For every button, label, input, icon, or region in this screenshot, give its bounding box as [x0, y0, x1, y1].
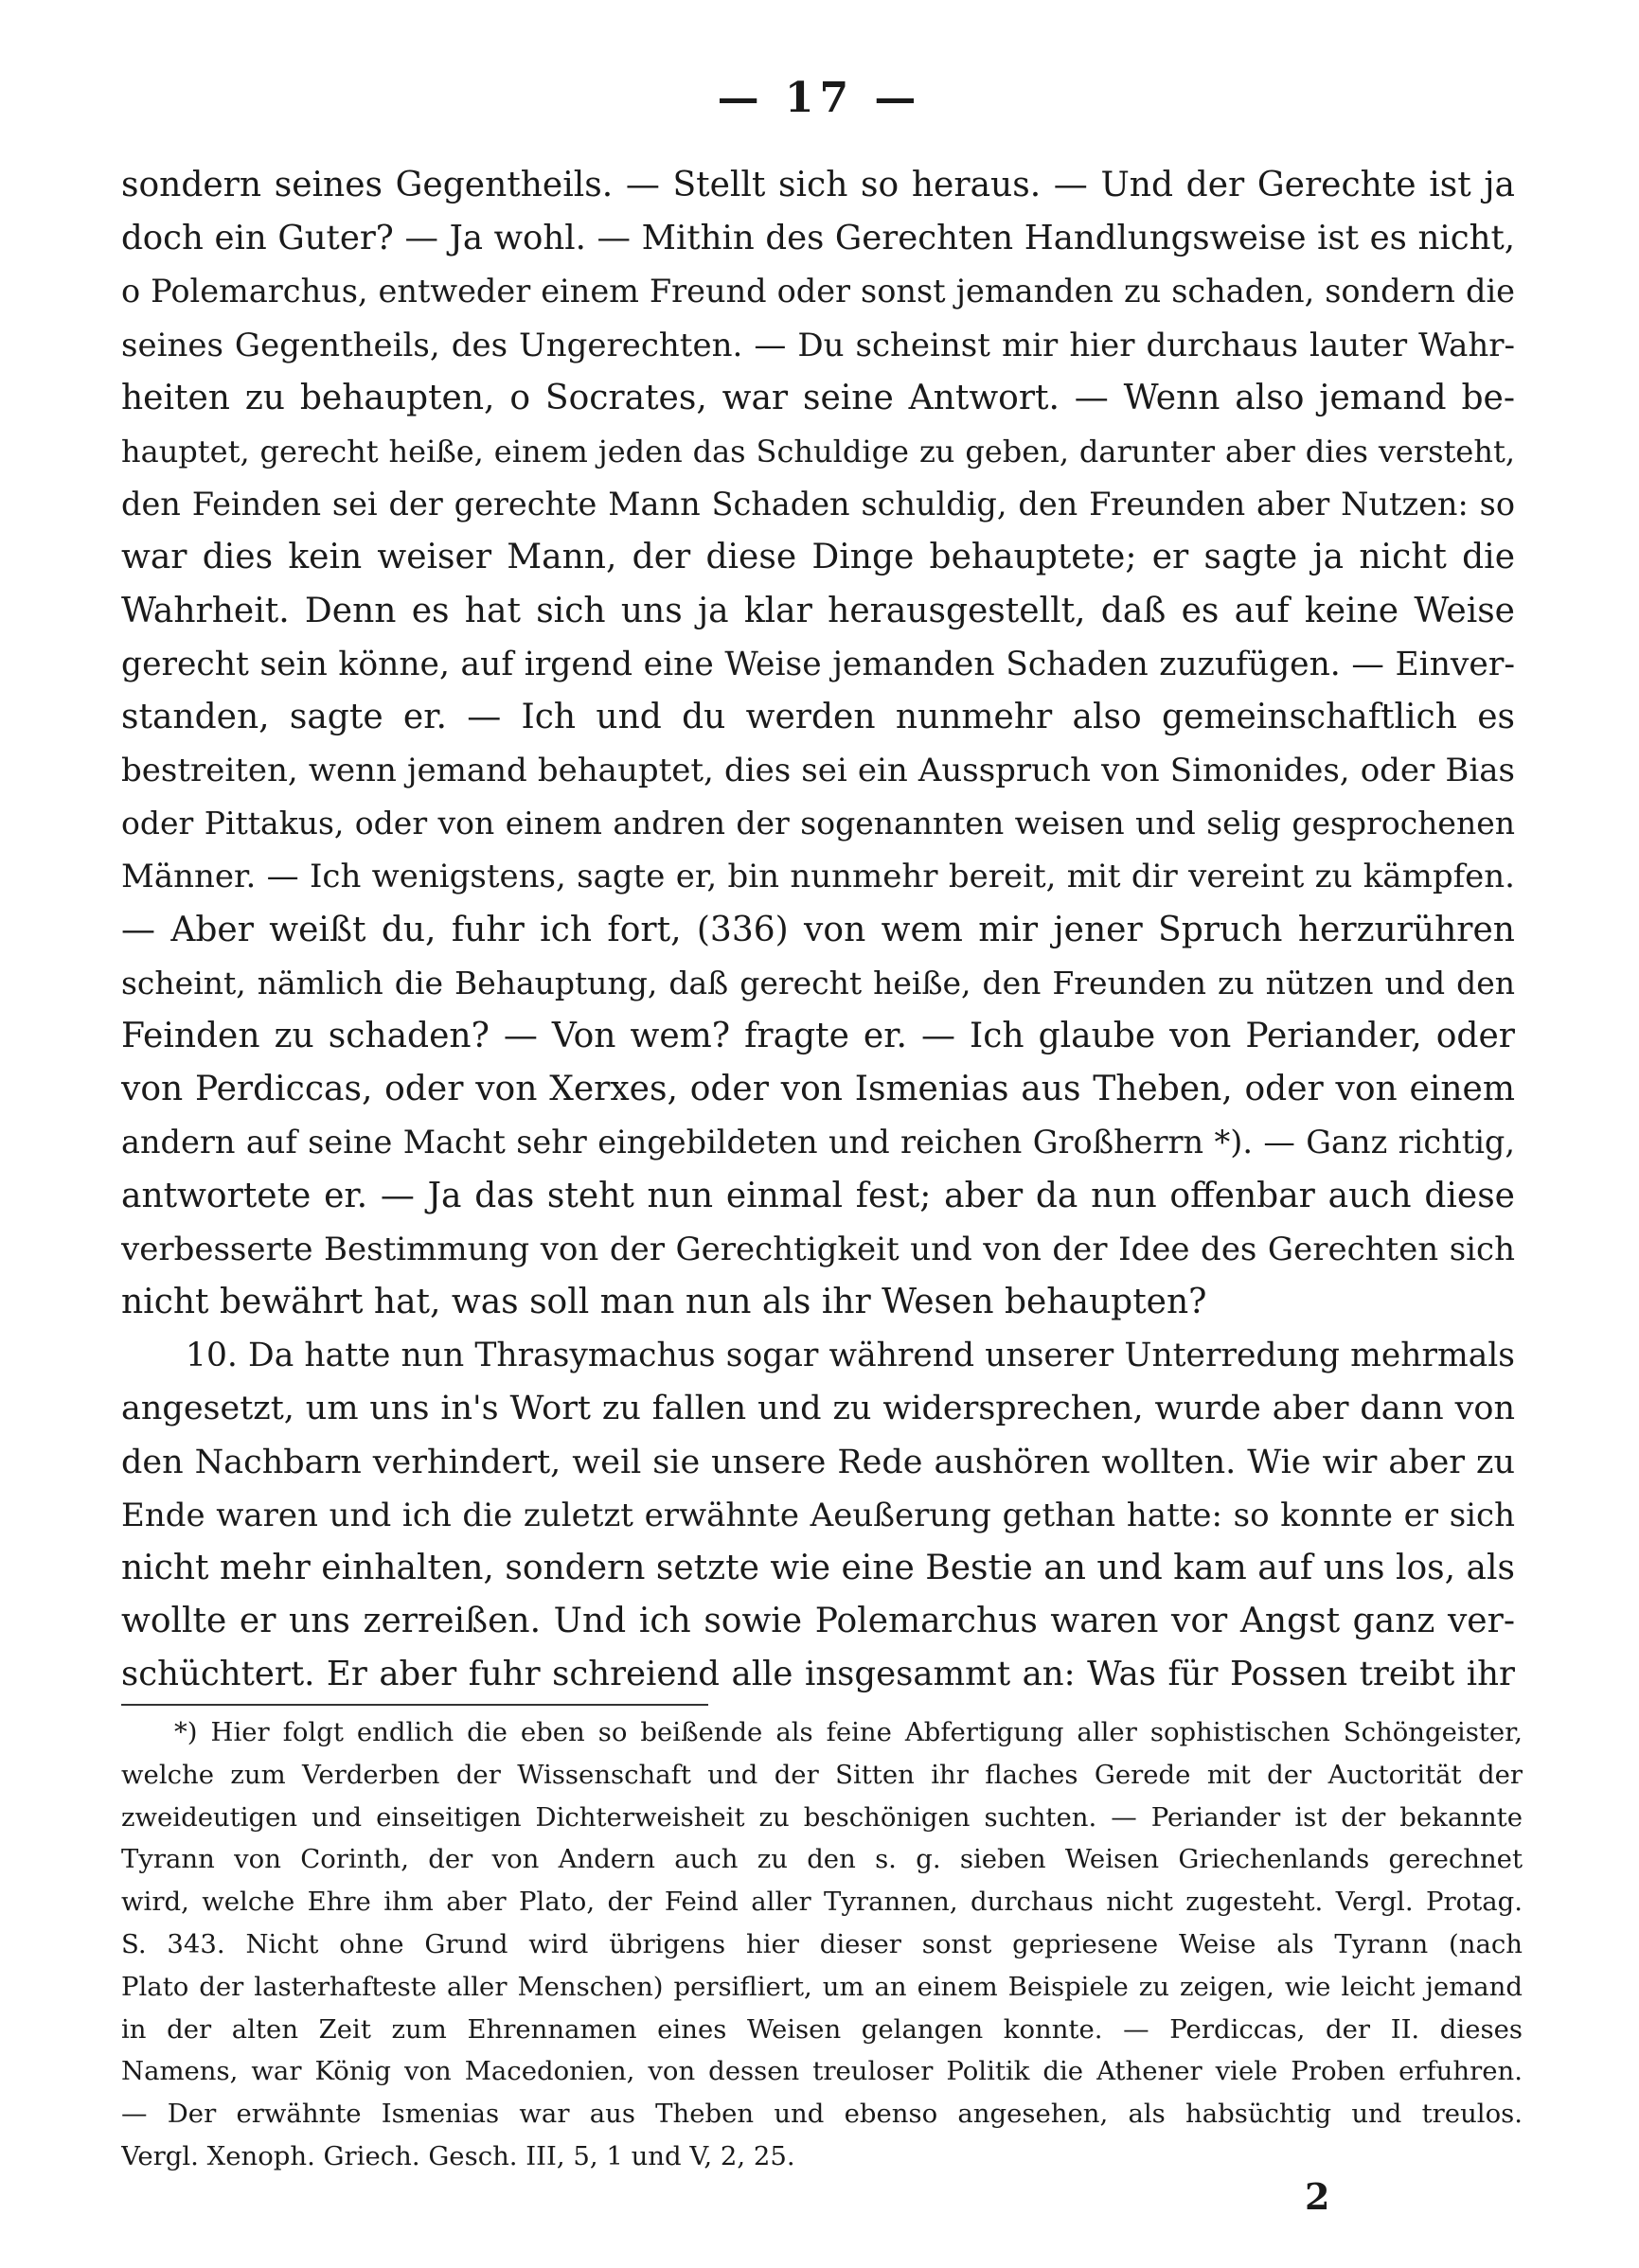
footnote-line: Tyrann von Corinth, der von Andern auch zu den s. g. sieben Weisen Griechenlands gerechnet	[121, 1844, 1523, 1875]
footnote-line: Vergl. Xenoph. Griech. Gesch. III, 5, 1 und V, 2, 25.	[121, 2140, 795, 2171]
text-line: doch ein Guter? — Ja wohl. — Mithin des Gerechten Handlungsweise ist es nicht,	[121, 219, 1515, 258]
text-line: seines Gegentheils, des Ungerechten. — Du scheinst mir hier durchaus lauter Wahr-	[121, 326, 1515, 364]
footnote-line: welche zum Verderben der Wissenschaft und der Sitten ihr flaches Gerede mit der Auctorität der	[121, 1759, 1523, 1790]
text-line: sondern seines Gegentheils. — Stellt sich so heraus. — Und der Gerechte ist ja	[121, 166, 1515, 204]
text-line: den Feinden sei der gerechte Mann Schaden schuldig, den Freunden aber Nutzen: so	[121, 486, 1515, 523]
main-text	[121, 159, 1515, 1701]
text-line: verbesserte Bestimmung von der Gerechtigkeit und von der Idee des Gerechten sich	[121, 1230, 1515, 1268]
footnote-line: S. 343. Nicht ohne Grund wird übrigens hier dieser sonst gepriesene Weise als Tyrann (nach	[121, 1928, 1523, 1959]
footnotes	[121, 1711, 1523, 2178]
page-number: — 17 —	[717, 74, 922, 122]
text-line: antwortete er. — Ja das steht nun einmal fest; aber da nun offenbar auch diese	[121, 1176, 1515, 1215]
footnote-line: Namens, war König von Macedonien, von dessen treuloser Politik die Athener viele Proben erfuhren.	[121, 2056, 1523, 2087]
footnote-line: zweideutigen und einseitigen Dichterweisheit zu beschönigen suchten. — Periander ist der bekannte	[121, 1801, 1523, 1833]
text-line: Wahrheit. Denn es hat sich uns ja klar herausgestellt, daß es auf keine Weise	[121, 591, 1515, 630]
text-line: von Perdiccas, oder von Xerxes, oder von Ismenias aus Theben, oder von einem	[121, 1070, 1515, 1109]
text-line: andern auf seine Macht sehr eingebildeten und reichen Großherrn *). — Ganz richtig,	[121, 1124, 1515, 1161]
text-line: nicht bewährt hat, was soll man nun als ihr Wesen behaupten?	[121, 1282, 1207, 1321]
text-line: den Nachbarn verhindert, weil sie unsere Rede aushören wollten. Wie wir aber zu	[121, 1443, 1515, 1481]
footnote-line: — Der erwähnte Ismenias war aus Theben und ebenso angesehen, als habsüchtig und treulos.	[121, 2099, 1523, 2130]
text-line: schüchtert. Er aber fuhr schreiend alle insgesammt an: Was für Possen treibt ihr	[121, 1655, 1515, 1694]
footnote-line: wird, welche Ehre ihm aber Plato, der Feind aller Tyrannen, durchaus nicht zugesteht. Vergl. Protag.	[121, 1887, 1523, 1918]
text-line: angesetzt, um uns in's Wort zu fallen und zu widersprechen, wurde aber dann von	[121, 1390, 1515, 1428]
text-line: heiten zu behaupten, o Socrates, war seine Antwort. — Wenn also jemand be-	[121, 378, 1515, 417]
footnote-line: Plato der lasterhafteste aller Menschen) persifliert, um an einem Beispiele zu zeigen, wie leicht jemand	[121, 1971, 1523, 2002]
text-line: scheint, nämlich die Behauptung, daß gerecht heiße, den Freunden zu nützen und den	[121, 964, 1515, 1001]
text-line: Feinden zu schaden? — Von wem? fragte er. — Ich glaube von Periander, oder	[121, 1017, 1515, 1055]
text-line: — Aber weißt du, fuhr ich fort, (336) von wem mir jener Spruch herzurühren	[121, 910, 1515, 949]
signature-mark: 2	[1305, 2175, 1330, 2218]
footnote-divider	[121, 1704, 708, 1706]
text-line: Ende waren und ich die zuletzt erwähnte Aeußerung gethan hatte: so konnte er sich	[121, 1496, 1515, 1534]
text-line: gerecht sein könne, auf irgend eine Weise jemanden Schaden zuzufügen. — Einver-	[121, 645, 1515, 683]
text-line: hauptet, gerecht heiße, einem jeden das Schuldige zu geben, darunter aber dies versteht,	[121, 433, 1515, 470]
text-line: bestreiten, wenn jemand behauptet, dies sei ein Ausspruch von Simonides, oder Bias	[121, 752, 1515, 790]
footnote-line: in der alten Zeit zum Ehrennamen eines Weisen gelangen konnte. — Perdiccas, der II. dieses	[121, 2013, 1523, 2045]
text-line: 10. Da hatte nun Thrasymachus sogar während unserer Unterredung mehrmals	[186, 1337, 1515, 1375]
text-line: wollte er uns zerreißen. Und ich sowie Polemarchus waren vor Angst ganz ver-	[121, 1602, 1515, 1641]
text-line: war dies kein weiser Mann, der diese Dinge behauptete; er sagte ja nicht die	[121, 538, 1515, 577]
text-line: o Polemarchus, entweder einem Freund oder sonst jemanden zu schaden, sondern die	[121, 273, 1515, 310]
footnote-line: *) Hier folgt endlich die eben so beißende als feine Abfertigung aller sophistischen Schöngeister,	[174, 1717, 1523, 1747]
text-line: Männer. — Ich wenigstens, sagte er, bin nunmehr bereit, mit dir vereint zu kämpfen.	[121, 858, 1515, 896]
text-line: standen, sagte er. — Ich und du werden nunmehr also gemeinschaftlich es	[121, 697, 1515, 736]
text-line: nicht mehr einhalten, sondern setzte wie eine Bestie an und kam auf uns los, als	[121, 1548, 1515, 1587]
text-line: oder Pittakus, oder von einem andren der sogenannten weisen und selig gesprochenen	[121, 805, 1515, 842]
